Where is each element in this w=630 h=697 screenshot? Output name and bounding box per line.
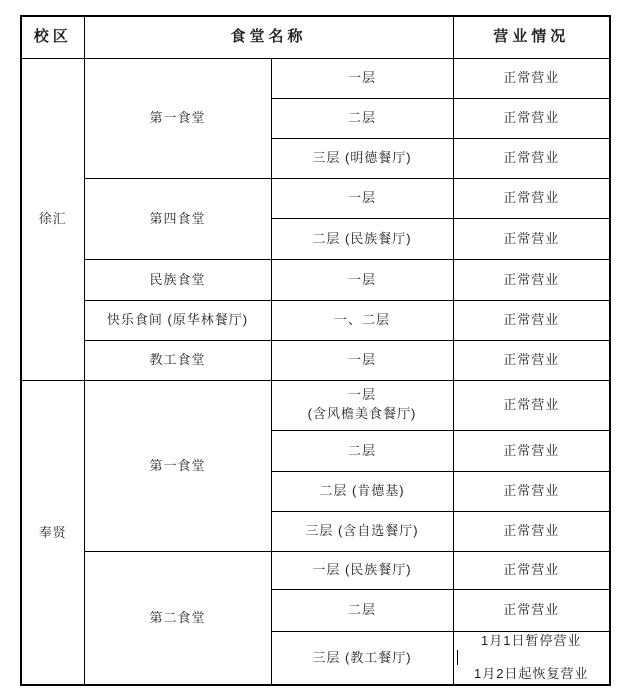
cafeteria-name-cell[interactable]: 第二食堂 bbox=[84, 551, 271, 685]
floor-cell[interactable]: 三层 (明德餐厅) bbox=[271, 138, 453, 178]
status-cell[interactable]: 正常营业 bbox=[453, 218, 610, 259]
floor-cell[interactable]: 一层 bbox=[271, 178, 453, 218]
cafeteria-name-cell[interactable]: 教工食堂 bbox=[84, 340, 271, 380]
header-canteen-name[interactable]: 食堂名称 bbox=[84, 16, 453, 58]
floor-cell[interactable] bbox=[271, 380, 453, 430]
floor-cell[interactable]: 二层 (民族餐厅) bbox=[271, 218, 453, 259]
status-cell[interactable]: 正常营业 bbox=[453, 511, 610, 551]
status-line-1 bbox=[456, 632, 608, 666]
floor-cell[interactable]: 三层 (教工餐厅) bbox=[271, 631, 453, 685]
floor-cell[interactable]: 二层 bbox=[271, 98, 453, 138]
header-row bbox=[21, 16, 610, 58]
floor-line-2: (含风檐美食餐厅) bbox=[307, 406, 417, 421]
floor-cell[interactable]: 二层 bbox=[271, 430, 453, 471]
status-cell[interactable]: 正常营业 bbox=[453, 178, 610, 218]
cafeteria-name-cell[interactable]: 民族食堂 bbox=[84, 259, 271, 300]
status-cell[interactable]: 正常营业 bbox=[453, 300, 610, 340]
header-status[interactable]: 营业情况 bbox=[453, 16, 610, 58]
floor-cell[interactable]: 二层 bbox=[271, 589, 453, 631]
cafeteria-name-cell[interactable]: 快乐食间 (原华林餐厅) bbox=[84, 300, 271, 340]
floor-cell[interactable]: 一层 (民族餐厅) bbox=[271, 551, 453, 589]
table-row bbox=[21, 340, 610, 380]
text-cursor bbox=[457, 650, 458, 665]
status-cell[interactable]: 正常营业 bbox=[453, 551, 610, 589]
table-row bbox=[21, 551, 610, 589]
status-cell[interactable]: 正常营业 bbox=[453, 259, 610, 300]
table-row bbox=[21, 300, 610, 340]
floor-cell[interactable]: 一、二层 bbox=[271, 300, 453, 340]
campus-cell-fengxian[interactable]: 奉贤 bbox=[21, 380, 84, 685]
canteen-operations-table bbox=[20, 15, 611, 686]
status-cell[interactable]: 正常营业 bbox=[453, 138, 610, 178]
cafeteria-name-cell[interactable]: 第一食堂 bbox=[84, 380, 271, 551]
status-cell[interactable]: 正常营业 bbox=[453, 340, 610, 380]
status-cell[interactable]: 正常营业 bbox=[453, 430, 610, 471]
table-row bbox=[21, 380, 610, 430]
floor-cell[interactable]: 一层 bbox=[271, 259, 453, 300]
status-line-2: 1月2日起恢复营业 bbox=[474, 666, 589, 682]
floor-cell[interactable]: 二层 (肯德基) bbox=[271, 471, 453, 511]
floor-cell[interactable]: 一层 bbox=[271, 58, 453, 98]
status-cell[interactable]: 正常营业 bbox=[453, 98, 610, 138]
header-campus[interactable]: 校区 bbox=[21, 16, 84, 58]
table-row bbox=[21, 58, 610, 98]
floor-line-1: 一层 bbox=[348, 387, 377, 403]
campus-cell-xuhui[interactable]: 徐汇 bbox=[21, 58, 84, 380]
status-cell-closure[interactable] bbox=[453, 631, 610, 685]
status-cell[interactable]: 正常营业 bbox=[453, 380, 610, 430]
cafeteria-name-cell[interactable]: 第四食堂 bbox=[84, 178, 271, 259]
floor-cell[interactable]: 一层 bbox=[271, 340, 453, 380]
table-row bbox=[21, 259, 610, 300]
floor-cell[interactable]: 三层 (含自选餐厅) bbox=[271, 511, 453, 551]
status-cell[interactable]: 正常营业 bbox=[453, 471, 610, 511]
status-cell[interactable]: 正常营业 bbox=[453, 589, 610, 631]
status-line-1-text: 1月1日暂停营业 bbox=[481, 632, 582, 648]
cafeteria-name-cell[interactable]: 第一食堂 bbox=[84, 58, 271, 178]
status-cell[interactable]: 正常营业 bbox=[453, 58, 610, 98]
table-row bbox=[21, 178, 610, 218]
